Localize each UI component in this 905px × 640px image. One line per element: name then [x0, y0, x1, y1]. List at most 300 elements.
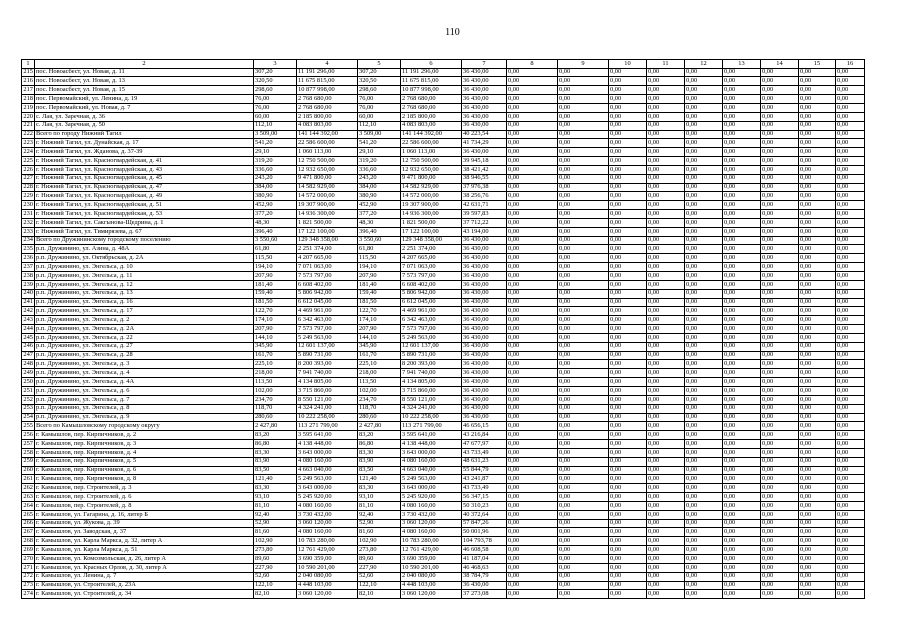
value-cell: 47 677,97 — [462, 440, 507, 449]
value-cell: 0,00 — [507, 121, 558, 130]
value-cell: 0,00 — [558, 404, 609, 413]
value-cell: 0,00 — [609, 475, 647, 484]
value-cell: 0,00 — [761, 386, 799, 395]
value-cell: 36 430,00 — [462, 245, 507, 254]
value-cell: 0,00 — [836, 165, 865, 174]
table-row — [22, 103, 865, 112]
value-cell: 0,00 — [507, 572, 558, 581]
value-cell: 92,40 — [254, 510, 297, 519]
row-number-cell: 254 — [23, 413, 33, 421]
value-cell: 0,00 — [799, 475, 836, 484]
value-cell: 0,00 — [558, 395, 609, 404]
value-cell: 0,00 — [609, 325, 647, 334]
value-cell: 2 427,80 — [254, 422, 297, 431]
value-cell: 0,00 — [836, 431, 865, 440]
value-cell: 0,00 — [685, 298, 723, 307]
row-number-cell: 247 — [23, 351, 33, 359]
value-cell: 55 844,79 — [462, 466, 507, 475]
value-cell: 0,00 — [647, 139, 685, 148]
value-cell: 207,90 — [358, 325, 401, 334]
value-cell: 12 761 429,00 — [401, 546, 462, 555]
value-cell: 0,00 — [558, 563, 609, 572]
value-cell: 93,10 — [358, 493, 401, 502]
value-cell: 384,00 — [254, 183, 297, 192]
value-cell: 0,00 — [507, 510, 558, 519]
value-cell: 0,00 — [836, 157, 865, 166]
value-cell: 4 663 040,00 — [401, 466, 462, 475]
value-cell: 0,00 — [507, 422, 558, 431]
value-cell: 52,90 — [358, 519, 401, 528]
value-cell: 0,00 — [836, 112, 865, 121]
address-cell: р.п. Дружинино, ул. Энгельса, д. 2А — [35, 325, 254, 334]
address-cell: г. Нижний Тагил, ул. Красногвардейская, д. 43 — [35, 165, 254, 174]
value-cell: 36 430,00 — [462, 289, 507, 298]
value-cell: 0,00 — [761, 174, 799, 183]
value-cell: 0,00 — [609, 86, 647, 95]
value-cell: 0,00 — [723, 386, 761, 395]
row-number-cell: 238 — [23, 271, 33, 279]
value-cell: 0,00 — [558, 342, 609, 351]
value-cell: 0,00 — [723, 165, 761, 174]
value-cell: 4 080 160,00 — [297, 457, 358, 466]
row-number-cell: 226 — [23, 165, 33, 173]
value-cell: 0,00 — [685, 227, 723, 236]
value-cell: 0,00 — [799, 201, 836, 210]
value-cell: 6 342 463,00 — [297, 316, 358, 325]
value-cell: 36 430,00 — [462, 77, 507, 86]
value-cell: 0,00 — [647, 404, 685, 413]
value-cell: 60,00 — [358, 112, 401, 121]
value-cell: 273,80 — [358, 546, 401, 555]
address-cell: с. Лая, ул. Заречная, д. 50 — [35, 121, 254, 130]
value-cell: 0,00 — [507, 546, 558, 555]
value-cell: 4 134 805,00 — [401, 378, 462, 387]
table-row — [22, 148, 865, 157]
row-number-cell: 245 — [23, 333, 33, 341]
value-cell: 0,00 — [609, 236, 647, 245]
value-cell: 0,00 — [836, 307, 865, 316]
value-cell: 102,00 — [358, 386, 401, 395]
value-cell: 3 060 120,00 — [401, 590, 462, 599]
value-cell: 218,00 — [254, 369, 297, 378]
value-cell: 0,00 — [799, 519, 836, 528]
value-cell: 0,00 — [647, 272, 685, 281]
value-cell: 12 601 137,00 — [401, 342, 462, 351]
value-cell: 104 793,78 — [462, 537, 507, 546]
table-row — [22, 395, 865, 404]
value-cell: 0,00 — [609, 484, 647, 493]
value-cell: 0,00 — [799, 369, 836, 378]
value-cell: 0,00 — [609, 165, 647, 174]
address-cell: р.п. Дружинино, ул. Энгельса, д. 17 — [35, 307, 254, 316]
value-cell: 0,00 — [507, 139, 558, 148]
value-cell: 56 347,15 — [462, 493, 507, 502]
row-number-cell: 229 — [23, 192, 33, 200]
value-cell: 0,00 — [609, 112, 647, 121]
value-cell: 0,00 — [558, 572, 609, 581]
row-number-cell: 272 — [23, 572, 33, 580]
value-cell: 0,00 — [609, 103, 647, 112]
row-number-cell: 244 — [23, 324, 33, 332]
table-row — [22, 431, 865, 440]
value-cell: 0,00 — [507, 386, 558, 395]
value-cell: 0,00 — [647, 563, 685, 572]
value-cell: 0,00 — [761, 572, 799, 581]
value-cell: 29,10 — [358, 148, 401, 157]
value-cell: 0,00 — [836, 440, 865, 449]
value-cell: 336,60 — [358, 165, 401, 174]
value-cell: 0,00 — [723, 77, 761, 86]
value-cell: 0,00 — [799, 298, 836, 307]
value-cell: 0,00 — [799, 148, 836, 157]
value-cell: 0,00 — [647, 360, 685, 369]
value-cell: 113,50 — [254, 378, 297, 387]
value-cell: 0,00 — [507, 493, 558, 502]
value-cell: 0,00 — [609, 157, 647, 166]
address-cell: Всего по Камышловскому городскому округу — [35, 422, 254, 431]
value-cell: 12 761 429,00 — [297, 546, 358, 555]
value-cell: 0,00 — [799, 245, 836, 254]
table-row — [22, 351, 865, 360]
value-cell: 0,00 — [609, 386, 647, 395]
value-cell: 36 430,00 — [462, 280, 507, 289]
value-cell: 0,00 — [685, 413, 723, 422]
value-cell: 0,00 — [558, 325, 609, 334]
value-cell: 0,00 — [507, 254, 558, 263]
value-cell: 0,00 — [558, 289, 609, 298]
value-cell: 0,00 — [836, 210, 865, 219]
value-cell: 0,00 — [507, 360, 558, 369]
value-cell: 0,00 — [558, 457, 609, 466]
value-cell: 0,00 — [647, 77, 685, 86]
address-cell: р.п. Дружинино, ул. Энгельса, д. 4А — [35, 378, 254, 387]
value-cell: 0,00 — [799, 440, 836, 449]
table-row — [22, 201, 865, 210]
value-cell: 0,00 — [647, 572, 685, 581]
address-cell: г. Нижний Тагил, ул. Дунайская, д. 17 — [35, 139, 254, 148]
value-cell: 0,00 — [723, 475, 761, 484]
value-cell: 0,00 — [647, 280, 685, 289]
value-cell: 36 430,00 — [462, 413, 507, 422]
value-cell: 3 643 000,00 — [401, 448, 462, 457]
value-cell: 0,00 — [799, 192, 836, 201]
value-cell: 452,90 — [358, 201, 401, 210]
value-cell: 0,00 — [799, 466, 836, 475]
value-cell: 0,00 — [799, 537, 836, 546]
value-cell: 0,00 — [507, 342, 558, 351]
value-cell: 0,00 — [836, 510, 865, 519]
value-cell: 14 582 929,00 — [401, 183, 462, 192]
value-cell: 43 241,87 — [462, 475, 507, 484]
value-cell: 0,00 — [507, 218, 558, 227]
value-cell: 36 430,00 — [462, 316, 507, 325]
value-cell: 0,00 — [799, 95, 836, 104]
value-cell: 280,60 — [254, 413, 297, 422]
value-cell: 0,00 — [799, 218, 836, 227]
address-cell: г. Нижний Тагил, ул. Красногвардейская, д. 41 — [35, 157, 254, 166]
value-cell: 36 430,00 — [462, 342, 507, 351]
value-cell: 0,00 — [761, 404, 799, 413]
value-cell: 36 430,00 — [462, 236, 507, 245]
value-cell: 0,00 — [647, 475, 685, 484]
value-cell: 0,00 — [761, 555, 799, 564]
address-cell: г. Камышлов, пер. Строителей, д. 6 — [35, 493, 254, 502]
address-cell: р.п. Дружинино, ул. Октябрьская, д. 2А — [35, 254, 254, 263]
value-cell: 0,00 — [685, 422, 723, 431]
value-cell: 0,00 — [609, 139, 647, 148]
value-cell: 0,00 — [507, 378, 558, 387]
value-cell: 0,00 — [799, 510, 836, 519]
value-cell: 89,60 — [358, 555, 401, 564]
value-cell: 0,00 — [609, 316, 647, 325]
value-cell: 0,00 — [609, 351, 647, 360]
value-cell: 0,00 — [647, 581, 685, 590]
value-cell: 0,00 — [647, 448, 685, 457]
value-cell: 86,80 — [254, 440, 297, 449]
value-cell: 14 936 300,00 — [297, 210, 358, 219]
value-cell: 0,00 — [761, 289, 799, 298]
value-cell: 319,20 — [358, 157, 401, 166]
value-cell: 0,00 — [609, 448, 647, 457]
value-cell: 40 223,54 — [462, 130, 507, 139]
value-cell: 0,00 — [799, 316, 836, 325]
value-cell: 0,00 — [685, 130, 723, 139]
value-cell: 0,00 — [685, 280, 723, 289]
value-cell: 3 060 120,00 — [297, 590, 358, 599]
value-cell: 0,00 — [723, 493, 761, 502]
value-cell: 0,00 — [558, 360, 609, 369]
value-cell: 0,00 — [558, 448, 609, 457]
value-cell: 3 550,60 — [358, 236, 401, 245]
value-cell: 4 663 040,00 — [297, 466, 358, 475]
value-cell: 0,00 — [723, 351, 761, 360]
value-cell: 0,00 — [685, 307, 723, 316]
value-cell: 0,00 — [609, 95, 647, 104]
address-cell: р.п. Дружинино, ул. Энгельса, д. 9 — [35, 413, 254, 422]
value-cell: 0,00 — [836, 528, 865, 537]
value-cell: 0,00 — [685, 103, 723, 112]
value-cell: 243,20 — [254, 174, 297, 183]
value-cell: 0,00 — [685, 192, 723, 201]
row-number-cell: 242 — [23, 307, 33, 315]
value-cell: 0,00 — [647, 378, 685, 387]
value-cell: 36 430,00 — [462, 360, 507, 369]
value-cell: 1 060 113,00 — [297, 148, 358, 157]
value-cell: 0,00 — [761, 121, 799, 130]
value-cell: 0,00 — [836, 236, 865, 245]
table-row — [22, 457, 865, 466]
value-cell: 0,00 — [761, 590, 799, 599]
value-cell: 0,00 — [558, 245, 609, 254]
value-cell: 0,00 — [609, 201, 647, 210]
value-cell: 0,00 — [647, 484, 685, 493]
row-number-cell: 267 — [23, 528, 33, 536]
row-number-cell: 217 — [23, 86, 33, 93]
table-row — [22, 386, 865, 395]
address-cell: Всего по Дружининскому городскому поселению — [35, 236, 254, 245]
value-cell: 0,00 — [558, 263, 609, 272]
value-cell: 0,00 — [507, 457, 558, 466]
value-cell: 0,00 — [761, 236, 799, 245]
value-cell: 10 877 998,00 — [401, 86, 462, 95]
value-cell: 0,00 — [723, 510, 761, 519]
value-cell: 52,60 — [254, 572, 297, 581]
value-cell: 0,00 — [761, 165, 799, 174]
table-row — [22, 77, 865, 86]
value-cell: 0,00 — [647, 307, 685, 316]
value-cell: 0,00 — [685, 563, 723, 572]
value-cell: 0,00 — [609, 333, 647, 342]
value-cell: 102,90 — [254, 537, 297, 546]
value-cell: 0,00 — [558, 581, 609, 590]
value-cell: 0,00 — [723, 413, 761, 422]
value-cell: 57 847,26 — [462, 519, 507, 528]
value-cell: 1 060 113,00 — [401, 148, 462, 157]
value-cell: 0,00 — [558, 218, 609, 227]
value-cell: 0,00 — [761, 563, 799, 572]
value-cell: 194,10 — [254, 263, 297, 272]
value-cell: 0,00 — [507, 404, 558, 413]
value-cell: 118,70 — [254, 404, 297, 413]
value-cell: 0,00 — [507, 325, 558, 334]
value-cell: 0,00 — [723, 395, 761, 404]
value-cell: 0,00 — [685, 289, 723, 298]
value-cell: 380,90 — [358, 192, 401, 201]
value-cell: 0,00 — [507, 272, 558, 281]
value-cell: 3 643 000,00 — [297, 484, 358, 493]
value-cell: 0,00 — [799, 112, 836, 121]
value-cell: 4 080 160,00 — [401, 501, 462, 510]
value-cell: 11 191 296,00 — [401, 68, 462, 77]
value-cell: 81,10 — [358, 501, 401, 510]
value-cell: 76,00 — [358, 103, 401, 112]
value-cell: 0,00 — [799, 157, 836, 166]
value-cell: 0,00 — [761, 537, 799, 546]
value-cell: 0,00 — [723, 422, 761, 431]
value-cell: 0,00 — [558, 369, 609, 378]
value-cell: 0,00 — [558, 528, 609, 537]
value-cell: 0,00 — [799, 86, 836, 95]
value-cell: 3 595 641,00 — [297, 431, 358, 440]
value-cell: 0,00 — [647, 422, 685, 431]
value-cell: 0,00 — [723, 333, 761, 342]
value-cell: 0,00 — [609, 68, 647, 77]
value-cell: 207,90 — [254, 272, 297, 281]
value-cell: 36 430,00 — [462, 333, 507, 342]
value-cell: 3 509,00 — [254, 130, 297, 139]
value-cell: 0,00 — [609, 581, 647, 590]
table-row — [22, 263, 865, 272]
value-cell: 0,00 — [799, 272, 836, 281]
value-cell: 1 821 500,00 — [401, 218, 462, 227]
value-cell: 0,00 — [723, 218, 761, 227]
value-cell: 22 586 600,00 — [297, 139, 358, 148]
value-cell: 5 249 563,00 — [297, 475, 358, 484]
value-cell: 0,00 — [647, 183, 685, 192]
value-cell: 0,00 — [836, 148, 865, 157]
value-cell: 0,00 — [836, 351, 865, 360]
value-cell: 0,00 — [761, 493, 799, 502]
value-cell: 0,00 — [647, 254, 685, 263]
value-cell: 0,00 — [723, 298, 761, 307]
value-cell: 0,00 — [836, 369, 865, 378]
value-cell: 0,00 — [507, 86, 558, 95]
value-cell: 14 936 300,00 — [401, 210, 462, 219]
address-cell: г. Нижний Тагил, ул. Красногвардейская, д. 47 — [35, 183, 254, 192]
value-cell: 0,00 — [836, 537, 865, 546]
value-cell: 0,00 — [609, 555, 647, 564]
value-cell: 0,00 — [761, 413, 799, 422]
row-number-cell: 228 — [23, 183, 33, 191]
value-cell: 0,00 — [799, 342, 836, 351]
value-cell: 0,00 — [836, 254, 865, 263]
value-cell: 0,00 — [558, 519, 609, 528]
value-cell: 0,00 — [647, 103, 685, 112]
value-cell: 0,00 — [836, 378, 865, 387]
value-cell: 0,00 — [685, 254, 723, 263]
table-row — [22, 440, 865, 449]
data-table — [21, 59, 865, 599]
value-cell: 0,00 — [723, 103, 761, 112]
value-cell: 0,00 — [836, 581, 865, 590]
value-cell: 3 730 432,00 — [401, 510, 462, 519]
address-cell: с. Лая, ул. Заречная, д. 36 — [35, 112, 254, 121]
address-cell: г. Нижний Тагил, ул. Жданова, д. 37-39 — [35, 148, 254, 157]
value-cell: 181,40 — [358, 280, 401, 289]
value-cell: 0,00 — [647, 148, 685, 157]
table-row — [22, 192, 865, 201]
value-cell: 4 080 160,00 — [401, 457, 462, 466]
value-cell: 0,00 — [761, 192, 799, 201]
value-cell: 0,00 — [836, 360, 865, 369]
value-cell: 0,00 — [558, 413, 609, 422]
table-row — [22, 236, 865, 245]
value-cell: 0,00 — [761, 139, 799, 148]
value-cell: 3 060 120,00 — [297, 519, 358, 528]
value-cell: 0,00 — [609, 440, 647, 449]
value-cell: 76,00 — [254, 95, 297, 104]
value-cell: 0,00 — [761, 103, 799, 112]
value-cell: 4 080 160,00 — [297, 528, 358, 537]
value-cell: 0,00 — [609, 572, 647, 581]
value-cell: 0,00 — [799, 121, 836, 130]
value-cell: 0,00 — [647, 510, 685, 519]
value-cell: 0,00 — [507, 519, 558, 528]
value-cell: 0,00 — [507, 466, 558, 475]
value-cell: 0,00 — [609, 369, 647, 378]
row-number-cell: 237 — [23, 262, 33, 270]
table-row — [22, 342, 865, 351]
value-cell: 0,00 — [685, 351, 723, 360]
value-cell: 7 573 797,00 — [297, 272, 358, 281]
value-cell: 11 675 815,00 — [297, 77, 358, 86]
value-cell: 0,00 — [609, 280, 647, 289]
value-cell: 0,00 — [507, 298, 558, 307]
value-cell: 0,00 — [761, 148, 799, 157]
value-cell: 0,00 — [609, 245, 647, 254]
value-cell: 41 187,04 — [462, 555, 507, 564]
address-cell: р.п. Дружинино, ул. Энгельса, д. 10 — [35, 263, 254, 272]
value-cell: 0,00 — [685, 174, 723, 183]
row-number-cell: 241 — [23, 298, 33, 306]
table-row — [22, 165, 865, 174]
value-cell: 0,00 — [799, 457, 836, 466]
value-cell: 0,00 — [507, 307, 558, 316]
address-cell: р.п. Дружинино, ул. Энгельса, д. 16 — [35, 298, 254, 307]
value-cell: 0,00 — [685, 590, 723, 599]
value-cell: 0,00 — [723, 404, 761, 413]
value-cell: 0,00 — [609, 289, 647, 298]
